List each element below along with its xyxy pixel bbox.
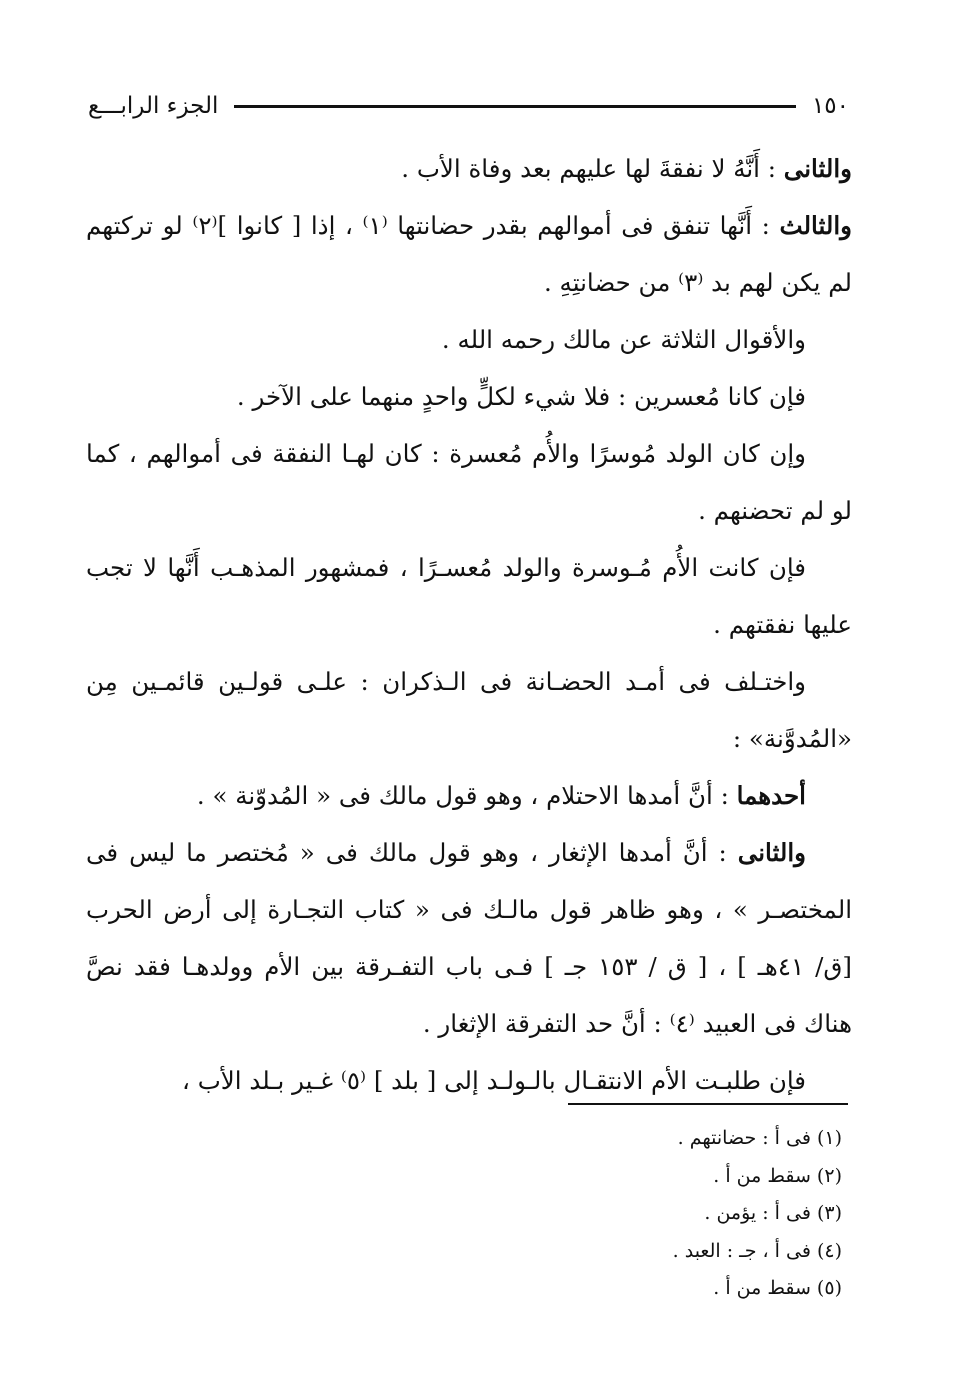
- footnote: (٢) سقط من أ .: [713, 1164, 842, 1187]
- paragraph: [86, 311, 852, 368]
- paragraph-text: فإن كانا مُعسرين : فلا شيء لكلٍّ واحدٍ منهما على الآخر .: [236, 382, 806, 411]
- paragraph: [86, 653, 852, 767]
- paragraph-text: : أَنَّهُ لا نفقةَ لها عليهم بعد وفاة الأب .: [401, 154, 784, 183]
- footnote: (٥) سقط من أ .: [713, 1277, 842, 1299]
- running-header: [88, 88, 849, 124]
- paragraph-text: : أنَّ أمدها الإثغار ، وهو قول مالك فى « مُختصر ما ليس فى المختصـر » ، وهو ظاهر قول مالـك فى « كتاب التجـارة إلى أرض الحرب [ق/ ٤١هـ ] ، [ ق / ١٥٣ جـ ] فـى باب التفـرقة بين الأم وولدهـا فقد نصَّ هناك فى العبيد ⁽٤⁾ : أنَّ حد التفرقة الإثغار .: [86, 838, 852, 1038]
- paragraph-lead: والثانى: [737, 838, 806, 867]
- paragraph: [86, 539, 852, 653]
- footnotes: [500, 1120, 842, 1308]
- paragraph-text: فإن كانت الأُم مُـوسرة والولد مُعسـرًا ، فمشهور المذهـب أَنَّها لا تجب عليها نفقتهم .: [86, 553, 852, 639]
- paragraph-text: : أَنَّها تنفق فى أموالهم بقدر حضانتها ⁽١⁾ ، إذا [ كانوا ]⁽٢⁾ لو تركتهم لم يكن لهم بد ⁽٣⁾ من حضانتِهِ .: [86, 211, 852, 297]
- paragraph: [86, 767, 852, 824]
- paragraph-lead: والثالث: [779, 211, 852, 240]
- header-rule: [234, 105, 796, 108]
- paragraph-text: فإن طلبـت الأم الانتقـال بالـولـد إلى [ بلد ] ⁽٥⁾ غـير بـلد الأب ،: [182, 1066, 806, 1095]
- page-number: ١٥٠: [811, 93, 849, 119]
- paragraph-text: : أنَّ أمدها الاحتلام ، وهو قول مالك فى « المُدوّنة » .: [196, 781, 737, 810]
- paragraph: [86, 368, 852, 425]
- main-text: [86, 140, 852, 1109]
- footnote: (٣) فى أ : يؤمن .: [704, 1202, 842, 1224]
- paragraph-text: وإن كان الولد مُوسرًا والأُم مُعسرة : كان لهـا النفقة فى أموالهم ، كما لو لم تحضنهم .: [86, 439, 852, 525]
- paragraph-text: واختـلف فى أمـد الحضـانة فى الـذكران : علـى قولـين قائمـين مِن «المُدوَّنة» :: [86, 667, 852, 753]
- paragraph: [86, 425, 852, 539]
- part-title: الجزء الرابـــع: [88, 93, 219, 119]
- paragraph: [86, 197, 852, 311]
- paragraph-lead: أحدهما: [736, 781, 806, 810]
- paragraph: [86, 1052, 852, 1109]
- paragraph-text: والأقوال الثلاثة عن مالك رحمه الله .: [441, 325, 806, 354]
- footnote: (٤) فى أ ، جـ : العبد .: [672, 1239, 842, 1262]
- paragraph-lead: والثانى: [783, 154, 852, 183]
- paragraph: [86, 824, 852, 1052]
- footnote: (١) فى أ : حضانتهم .: [677, 1127, 842, 1149]
- footnote-separator: [568, 1103, 848, 1105]
- paragraph: [86, 140, 852, 197]
